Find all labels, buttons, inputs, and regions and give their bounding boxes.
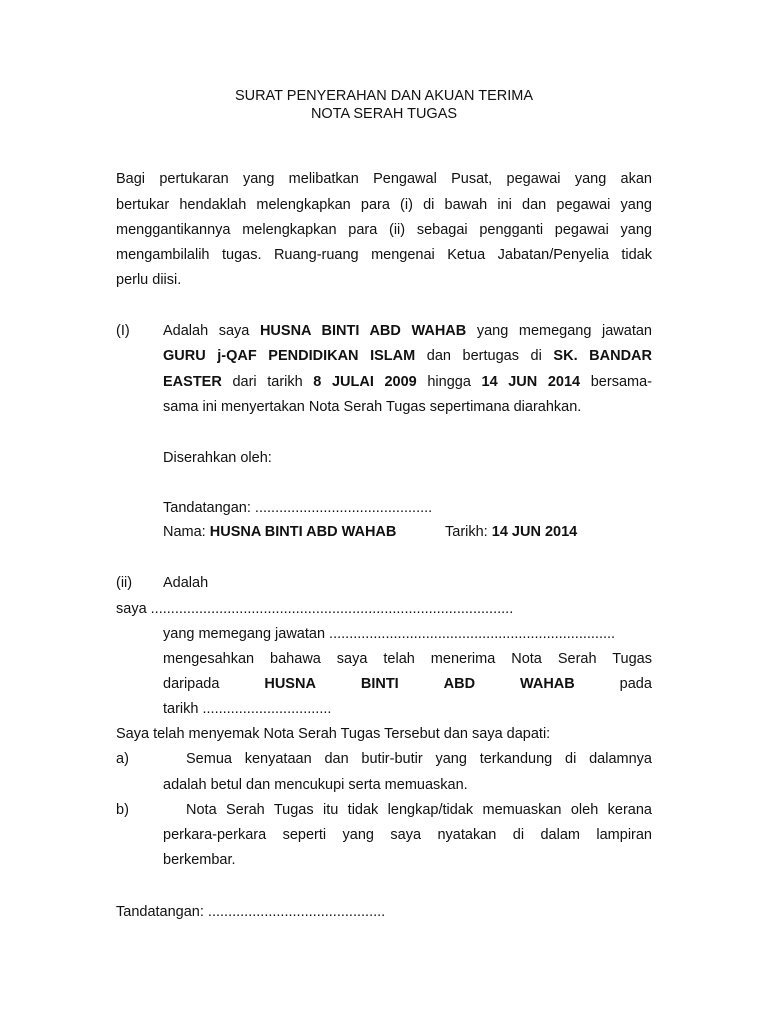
signature-field-i xyxy=(163,500,432,516)
handed-by-label: Diserahkan oleh: xyxy=(163,450,272,466)
section-ii-line-1: Adalah xyxy=(163,575,209,591)
signature-dots: ............................................ xyxy=(207,904,386,920)
text: dari tarikh xyxy=(221,374,314,390)
section-i-line-3 xyxy=(163,374,652,390)
title-line-1: SURAT PENYERAHAN DAN AKUAN TERIMA xyxy=(234,88,534,104)
intro-line: menggantikannya melengkapkan para (ii) sebagai pengganti pegawai yang xyxy=(116,222,652,238)
item-a-marker: a) xyxy=(116,751,129,767)
jawatan-line: yang memegang jawatan ....................................................................... xyxy=(163,626,616,642)
text: daripada xyxy=(163,676,220,692)
text: Adalah saya xyxy=(163,323,260,339)
date-field xyxy=(445,524,577,540)
intro-line: bertukar hendaklah melengkapkan para (i) di bawah ini dan pegawai yang xyxy=(116,197,652,213)
officer-name: HUSNA BINTI ABD WAHAB xyxy=(259,323,467,339)
date-to: 14 JUN 2014 xyxy=(481,374,581,390)
date-label: Tarikh: xyxy=(445,524,492,540)
date-value: 14 JUN 2014 xyxy=(491,524,578,540)
text: pada xyxy=(619,676,652,692)
item-b-marker: b) xyxy=(116,802,129,818)
name-label: Nama: xyxy=(163,524,210,540)
item-a-line-2: adalah betul dan mencukupi serta memuaskan. xyxy=(163,777,468,793)
section-i-line-4: sama ini menyertakan Nota Serah Tugas sepertimana diarahkan. xyxy=(163,399,582,415)
item-b-line-3: berkembar. xyxy=(163,852,236,868)
item-b-line-1: Nota Serah Tugas itu tidak lengkap/tidak memuaskan oleh kerana xyxy=(186,802,652,818)
signature-field-ii xyxy=(116,904,385,920)
tarikh-line: tarikh ................................ xyxy=(163,701,332,717)
signature-dots: ............................................ xyxy=(254,500,433,516)
name-value: HUSNA BINTI ABD WAHAB xyxy=(209,524,397,540)
title-line-2: NOTA SERAH TUGAS xyxy=(310,106,458,122)
confirm-line: mengesahkan bahawa saya telah menerima Nota Serah Tugas xyxy=(163,651,652,667)
from-name-part: HUSNA xyxy=(264,676,316,692)
intro-line: mengambilalih tugas. Ruang-ruang mengenai Ketua Jabatan/Penyelia tidak xyxy=(116,247,652,263)
section-i-line-2 xyxy=(163,348,652,364)
school-name: EASTER xyxy=(163,374,222,390)
date-from: 8 JULAI 2009 xyxy=(313,374,417,390)
review-intro: Saya telah menyemak Nota Serah Tugas Tersebut dan saya dapati: xyxy=(116,726,551,742)
from-name-part: BINTI xyxy=(360,676,399,692)
text: yang memegang jawatan xyxy=(466,323,652,339)
from-name-part: ABD xyxy=(443,676,476,692)
section-ii-marker: (ii) xyxy=(116,575,133,591)
item-b-line-2: perkara-perkara seperti yang saya nyatakan di dalam lampiran xyxy=(163,827,652,843)
from-name-part: WAHAB xyxy=(519,676,575,692)
from-line xyxy=(163,676,652,692)
item-a-line-1: Semua kenyataan dan butir-butir yang terkandung di dalamnya xyxy=(186,751,652,767)
text: bersama- xyxy=(580,374,652,390)
text: hingga xyxy=(416,374,482,390)
intro-line: perlu diisi. xyxy=(116,272,182,288)
text: dan bertugas di xyxy=(415,348,554,364)
saya-line: saya .......................................................................................... xyxy=(116,601,514,617)
school-name: SK. BANDAR xyxy=(553,348,652,364)
name-field xyxy=(163,524,396,540)
signature-label: Tandatangan: xyxy=(163,500,255,516)
section-i-line-1 xyxy=(163,323,652,339)
signature-label: Tandatangan: xyxy=(116,904,208,920)
section-i-marker: (I) xyxy=(116,323,130,339)
intro-line: Bagi pertukaran yang melibatkan Pengawal Pusat, pegawai yang akan xyxy=(116,171,652,187)
officer-position: GURU j-QAF PENDIDIKAN ISLAM xyxy=(163,348,416,364)
